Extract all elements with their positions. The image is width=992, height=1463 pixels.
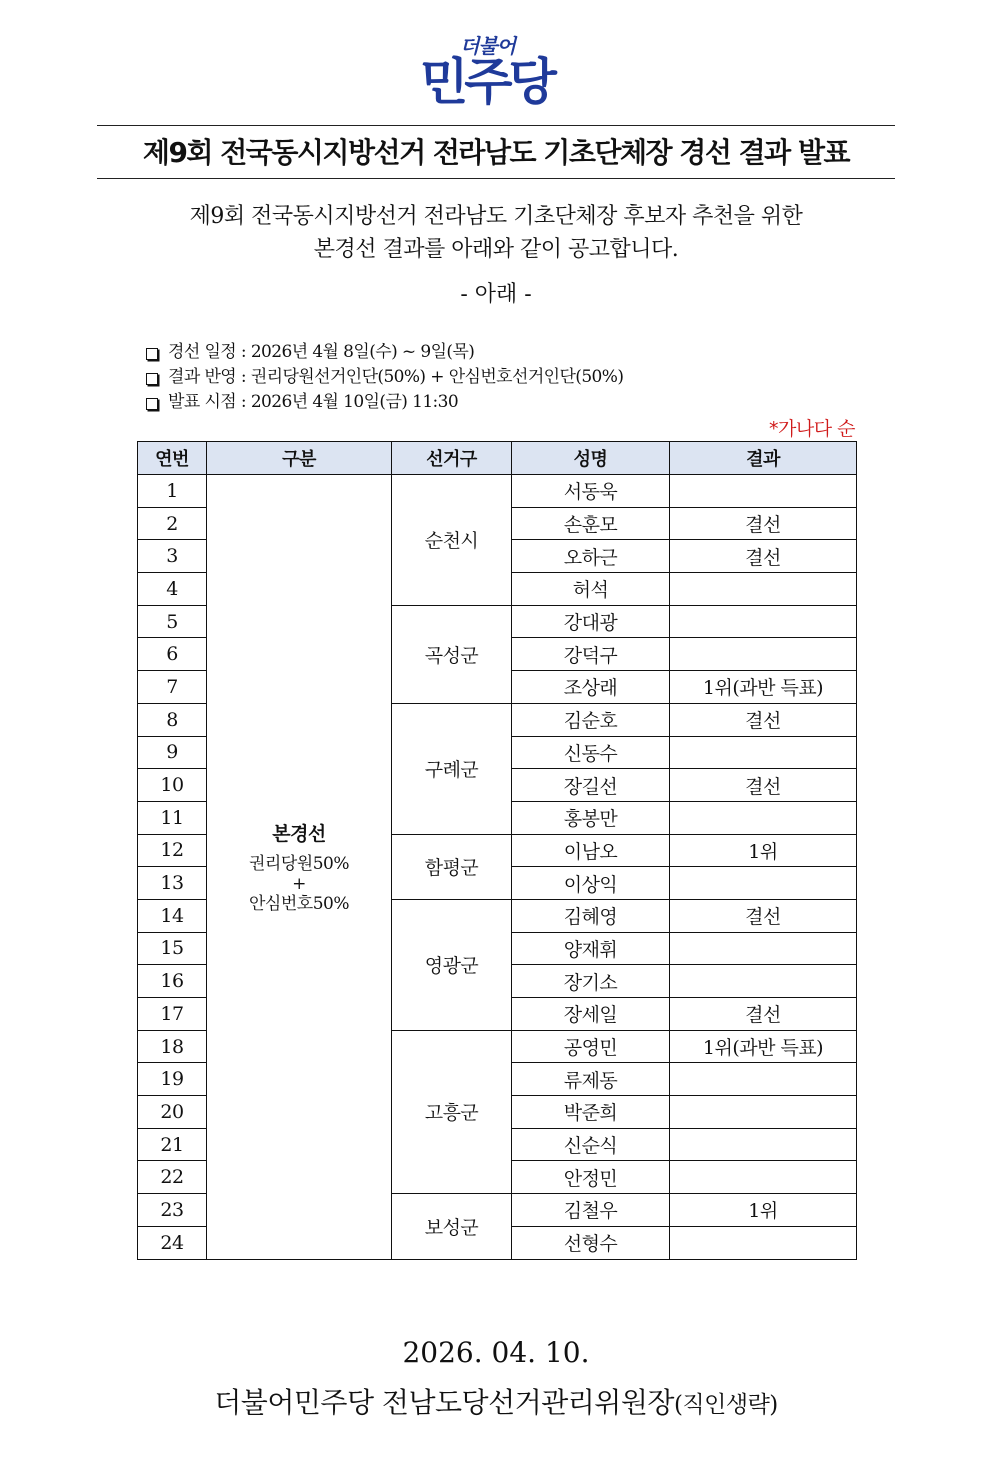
bullet-value: 권리당원선거인단(50%) + 안심번호선거인단(50%) bbox=[250, 367, 624, 387]
cell-result: 1위 bbox=[670, 1194, 857, 1227]
logo-big-text: 민주당 bbox=[420, 53, 553, 111]
cell-result: 결선 bbox=[670, 703, 857, 736]
category-sub-2: + bbox=[292, 874, 306, 895]
bullet-value: 2026년 4월 8일(수) ~ 9일(목) bbox=[250, 342, 475, 362]
cell-district: 구례군 bbox=[392, 703, 512, 834]
below-label: - 아래 - bbox=[460, 282, 532, 307]
header-result: 결과 bbox=[670, 442, 857, 475]
checkbox-square-icon bbox=[146, 348, 158, 360]
cell-result bbox=[670, 1161, 857, 1194]
bullet-announcement bbox=[146, 390, 623, 415]
cell-result: 1위(과반 득표) bbox=[670, 671, 857, 704]
cell-no: 9 bbox=[138, 736, 207, 769]
cell-result bbox=[670, 1096, 857, 1129]
cell-no: 12 bbox=[138, 834, 207, 867]
cell-no: 1 bbox=[138, 475, 207, 508]
cell-no: 19 bbox=[138, 1063, 207, 1096]
cell-name: 강덕구 bbox=[512, 638, 670, 671]
page-title: 제9회 전국동시지방선거 전라남도 기초단체장 경선 결과 발표 bbox=[142, 136, 850, 169]
bullet-label: 발표 시점 bbox=[168, 392, 237, 412]
cell-no: 6 bbox=[138, 638, 207, 671]
cell-name: 신순식 bbox=[512, 1128, 670, 1161]
cell-name: 선형수 bbox=[512, 1226, 670, 1259]
cell-district: 영광군 bbox=[392, 899, 512, 1030]
signer-title: 더불어민주당 전남도당선거관리위원장 bbox=[214, 1386, 674, 1419]
cell-no: 5 bbox=[138, 605, 207, 638]
cell-result bbox=[670, 965, 857, 998]
cell-name: 신동수 bbox=[512, 736, 670, 769]
cell-name: 장세일 bbox=[512, 998, 670, 1031]
cell-no: 16 bbox=[138, 965, 207, 998]
cell-result bbox=[670, 1226, 857, 1259]
cell-result: 결선 bbox=[670, 540, 857, 573]
bullet-separator: : bbox=[236, 342, 251, 362]
table-header-row bbox=[138, 442, 857, 475]
cell-no: 3 bbox=[138, 540, 207, 573]
results-table bbox=[137, 441, 857, 1260]
cell-no: 17 bbox=[138, 998, 207, 1031]
cell-district: 고흥군 bbox=[392, 1030, 512, 1193]
cell-result bbox=[670, 1128, 857, 1161]
cell-no: 24 bbox=[138, 1226, 207, 1259]
sort-note: *가나다 순 bbox=[769, 418, 855, 440]
cell-name: 류제동 bbox=[512, 1063, 670, 1096]
checkbox-square-icon bbox=[146, 373, 158, 385]
cell-no: 8 bbox=[138, 703, 207, 736]
cell-result: 결선 bbox=[670, 899, 857, 932]
signer-suffix: (직인생략) bbox=[673, 1392, 778, 1418]
cell-name: 홍봉만 bbox=[512, 801, 670, 834]
cell-name: 이남오 bbox=[512, 834, 670, 867]
party-logo bbox=[420, 28, 580, 118]
cell-no: 11 bbox=[138, 801, 207, 834]
checkbox-square-icon bbox=[146, 398, 158, 410]
bullet-reflection bbox=[146, 365, 623, 390]
cell-name: 김순호 bbox=[512, 703, 670, 736]
header-district: 선거구 bbox=[392, 442, 512, 475]
cell-result bbox=[670, 736, 857, 769]
bullet-separator: : bbox=[236, 392, 251, 412]
bullet-label: 결과 반영 bbox=[168, 367, 237, 387]
cell-no: 21 bbox=[138, 1128, 207, 1161]
cell-result: 결선 bbox=[670, 507, 857, 540]
intro-paragraph bbox=[100, 200, 892, 266]
header-name: 성명 bbox=[512, 442, 670, 475]
cell-result bbox=[670, 573, 857, 606]
category-sub-3: 안심번호50% bbox=[249, 894, 349, 915]
cell-name: 양재휘 bbox=[512, 932, 670, 965]
table-row bbox=[138, 475, 857, 508]
cell-name: 김혜영 bbox=[512, 899, 670, 932]
cell-name: 장기소 bbox=[512, 965, 670, 998]
info-bullets bbox=[146, 340, 623, 415]
bullet-label: 경선 일정 bbox=[168, 342, 237, 362]
cell-result: 1위 bbox=[670, 834, 857, 867]
category-sub-1: 권리당원50% bbox=[249, 854, 349, 875]
cell-no: 15 bbox=[138, 932, 207, 965]
category-main: 본경선 bbox=[272, 823, 326, 846]
intro-line-2: 본경선 결과를 아래와 같이 공고합니다. bbox=[313, 237, 679, 262]
header-category: 구분 bbox=[207, 442, 392, 475]
cell-name: 공영민 bbox=[512, 1030, 670, 1063]
cell-name: 강대광 bbox=[512, 605, 670, 638]
cell-result bbox=[670, 801, 857, 834]
cell-result bbox=[670, 932, 857, 965]
cell-no: 14 bbox=[138, 899, 207, 932]
title-top-rule bbox=[97, 125, 895, 126]
cell-result bbox=[670, 475, 857, 508]
cell-no: 10 bbox=[138, 769, 207, 802]
cell-name: 박준희 bbox=[512, 1096, 670, 1129]
cell-result: 결선 bbox=[670, 998, 857, 1031]
cell-category bbox=[207, 475, 392, 1260]
cell-result: 1위(과반 득표) bbox=[670, 1030, 857, 1063]
announcement-date: 2026. 04. 10. bbox=[402, 1336, 590, 1369]
signer bbox=[100, 1385, 892, 1423]
cell-no: 13 bbox=[138, 867, 207, 900]
logo-small-text: 더불어 bbox=[460, 34, 515, 58]
cell-no: 7 bbox=[138, 671, 207, 704]
cell-name: 안정민 bbox=[512, 1161, 670, 1194]
cell-result bbox=[670, 1063, 857, 1096]
cell-result: 결선 bbox=[670, 769, 857, 802]
bullet-schedule bbox=[146, 340, 623, 365]
cell-result bbox=[670, 638, 857, 671]
cell-district: 곡성군 bbox=[392, 605, 512, 703]
cell-no: 23 bbox=[138, 1194, 207, 1227]
cell-name: 김철우 bbox=[512, 1194, 670, 1227]
bullet-separator: : bbox=[236, 367, 251, 387]
cell-no: 4 bbox=[138, 573, 207, 606]
cell-no: 18 bbox=[138, 1030, 207, 1063]
cell-result bbox=[670, 605, 857, 638]
cell-name: 오하근 bbox=[512, 540, 670, 573]
cell-district: 보성군 bbox=[392, 1194, 512, 1259]
cell-district: 함평군 bbox=[392, 834, 512, 899]
cell-no: 22 bbox=[138, 1161, 207, 1194]
cell-name: 조상래 bbox=[512, 671, 670, 704]
cell-district: 순천시 bbox=[392, 475, 512, 606]
header-no: 연번 bbox=[138, 442, 207, 475]
cell-name: 이상익 bbox=[512, 867, 670, 900]
cell-no: 20 bbox=[138, 1096, 207, 1129]
cell-name: 서동욱 bbox=[512, 475, 670, 508]
title-bottom-rule bbox=[97, 178, 895, 179]
cell-name: 허석 bbox=[512, 573, 670, 606]
cell-no: 2 bbox=[138, 507, 207, 540]
cell-name: 손훈모 bbox=[512, 507, 670, 540]
cell-name: 장길선 bbox=[512, 769, 670, 802]
intro-line-1: 제9회 전국동시지방선거 전라남도 기초단체장 후보자 추천을 위한 bbox=[189, 204, 803, 229]
cell-result bbox=[670, 867, 857, 900]
bullet-value: 2026년 4월 10일(금) 11:30 bbox=[250, 392, 459, 412]
